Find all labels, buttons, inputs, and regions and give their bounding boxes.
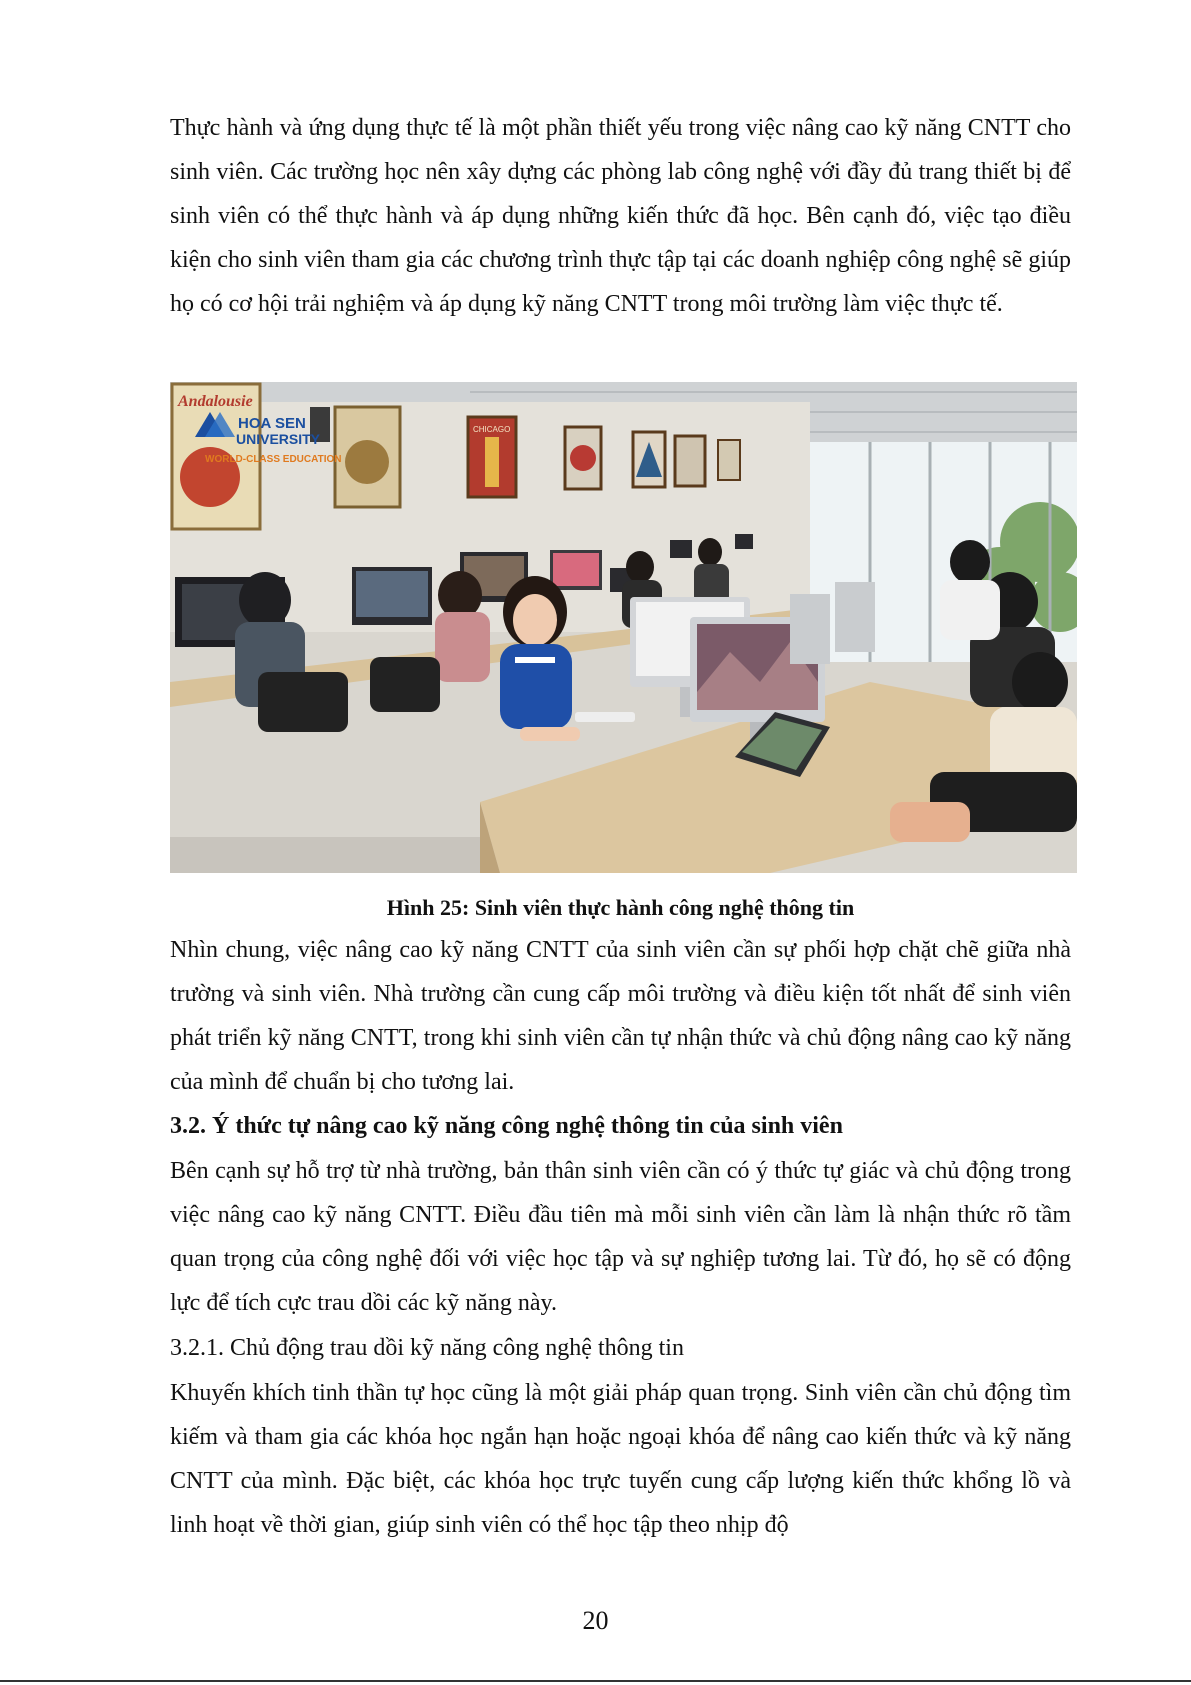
poster-text-chicago: CHICAGO — [473, 425, 511, 434]
poster-text-andalousie: Andalousie — [178, 393, 253, 410]
logo-text-slogan: WORLD-CLASS EDUCATION — [205, 454, 342, 465]
logo-text-hoa-sen: HOA SEN — [238, 415, 306, 432]
section-heading: 3.2. Ý thức tự nâng cao kỹ năng công nghệ thông tin của sinh viên — [170, 1113, 843, 1139]
subsection-heading: 3.2.1. Chủ động trau dồi kỹ năng công nghệ thông tin — [170, 1335, 684, 1361]
figure-computer-lab-photo — [170, 382, 1077, 873]
paragraph-self-study: Khuyến khích tinh thần tự học cũng là một giải pháp quan trọng. Sinh viên cần chủ động tìm kiếm và tham gia các khóa học ngắn hạn hoặc ngoại khóa để nâng cao kiến thức và kỹ năng CNTT của mình. Đặc biệt, các khóa học trực tuyến cung cấp lượng kiến thức khổng lồ và linh hoạt về thời gian, giúp sinh viên có thể học tập theo nhịp độ — [170, 1380, 1071, 1538]
bottom-rule — [0, 1680, 1191, 1682]
page-number: 20 — [582, 1606, 609, 1635]
figure-caption: Hình 25: Sinh viên thực hành công nghệ thông tin — [386, 895, 855, 920]
paragraph-lab-practice: Thực hành và ứng dụng thực tế là một phần thiết yếu trong việc nâng cao kỹ năng CNTT cho sinh viên. Các trường học nên xây dựng các phòng lab công nghệ với đầy đủ trang thiết bị để sinh viên có thể thực hành và áp dụng những kiến thức đã học. Bên cạnh đó, việc tạo điều kiện cho sinh viên tham gia các chương trình thực tập tại các doanh nghiệp công nghệ sẽ giúp họ có cơ hội trải nghiệm và áp dụng kỹ năng CNTT trong môi trường làm việc thực tế. — [170, 115, 1071, 317]
paragraph-summary: Nhìn chung, việc nâng cao kỹ năng CNTT của sinh viên cần sự phối hợp chặt chẽ giữa nhà trường và sinh viên. Nhà trường cần cung cấp môi trường và điều kiện tốt nhất để sinh viên phát triển kỹ năng CNTT, trong khi sinh viên cần tự nhận thức và chủ động nâng cao kỹ năng của mình để chuẩn bị cho tương lai. — [170, 937, 1071, 1095]
lab-photo-illustration — [170, 382, 1077, 873]
logo-text-university: UNIVERSITY — [236, 431, 321, 447]
paragraph-self-awareness: Bên cạnh sự hỗ trợ từ nhà trường, bản thân sinh viên cần có ý thức tự giác và chủ động trong việc nâng cao kỹ năng CNTT. Điều đầu tiên mà mỗi sinh viên cần làm là nhận thức rõ tầm quan trọng của công nghệ đối với việc học tập và sự nghiệp tương lai. Từ đó, họ sẽ có động lực để tích cực trau dồi các kỹ năng này. — [170, 1158, 1071, 1316]
